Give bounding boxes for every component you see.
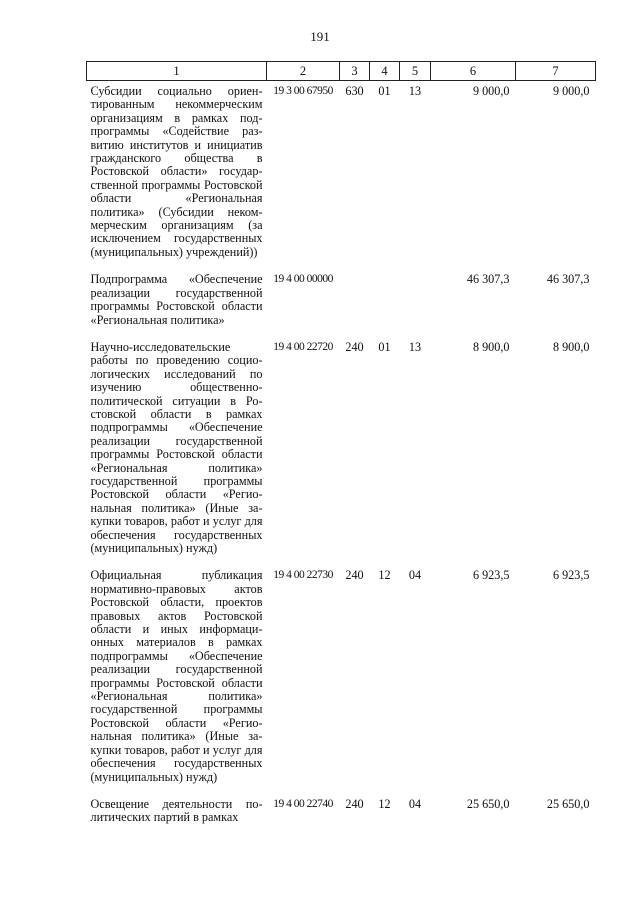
- column-header-3: 3: [340, 62, 370, 81]
- table-row: [87, 81, 596, 270]
- row-section: [370, 269, 400, 337]
- row-expense-type: 240: [345, 568, 364, 583]
- row-target-code: 19 3 00 67950: [273, 85, 333, 97]
- header-row: [87, 62, 596, 81]
- page-number: 191: [310, 29, 330, 44]
- row-section: 01: [378, 339, 391, 354]
- row-target-code: 19 4 00 22730: [273, 569, 333, 582]
- row-subsection: 13: [408, 339, 422, 354]
- table-body: [87, 81, 596, 835]
- row-section: 12: [378, 796, 391, 811]
- row-target-code: 19 4 00 00000: [273, 273, 333, 286]
- row-amount-1: 6 923,5: [472, 568, 510, 583]
- column-header-1: 1: [87, 62, 267, 81]
- column-header-4: 4: [370, 62, 400, 81]
- row-description: Субсидии социально ориентированным некоммерческим организациям в рамках подпрограммы «Содействие развитию институтов и инициатив гражданского общества в Ростовской области» государственной программы Ростовской области «Региональная политика» (Субсидии некоммерческим организациям (за исключением государственных (муниципальных) учреждений)): [90, 84, 263, 259]
- row-amount-2: 9 000,0: [552, 84, 590, 98]
- table-row: [87, 337, 596, 566]
- row-subsection: [400, 269, 431, 337]
- row-amount-2: 6 923,5: [552, 568, 590, 583]
- column-header-6: 6: [431, 62, 516, 81]
- column-header-5: 5: [400, 62, 431, 81]
- row-expense-type: 630: [345, 84, 364, 98]
- row-description: Подпрограмма «Обеспечение реализации государственной программы Ростовской области «Региональная политика»: [90, 272, 263, 327]
- row-expense-type: [340, 269, 370, 337]
- row-description: Официальная публикация нормативно-правовых актов Ростовской области, проектов правовых актов Ростовской области и иных информационных материалов в рамках подпрограммы «Обеспечение реализации государственной программы Ростовской области «Региональная политика» государственной программы Ростовской области «Региональная политика» (Иные закупки товаров, работ и услуг для обеспечения государственных (муниципальных) нужд): [90, 568, 263, 784]
- row-amount-1: 9 000,0: [472, 84, 510, 98]
- row-amount-1: 8 900,0: [472, 339, 510, 354]
- column-header-7: 7: [516, 62, 596, 81]
- budget-table: [86, 61, 596, 835]
- row-subsection: 04: [408, 568, 422, 583]
- row-amount-2: 25 650,0: [546, 796, 590, 811]
- row-target-code: 19 4 00 22740: [273, 797, 333, 810]
- row-section: 01: [378, 84, 391, 98]
- table-header: [87, 62, 596, 81]
- row-subsection: 13: [408, 84, 422, 98]
- row-expense-type: 240: [345, 796, 364, 811]
- row-amount-1: 46 307,3: [466, 272, 510, 287]
- table-row: [87, 565, 596, 794]
- table-row: [87, 269, 596, 337]
- column-header-2: 2: [267, 62, 340, 81]
- table-row: [87, 794, 596, 835]
- row-target-code: 19 4 00 22720: [273, 340, 333, 353]
- row-description: Освещение деятельности политических партий в рамках: [90, 796, 263, 825]
- row-description: Научно-исследовательские работы по проведению социологических исследований по изучению общественно-политической ситуации в Ростовской области в рамках подпрограммы «Обеспечение реализации государственной программы Ростовской области «Региональная политика» государственной программы Ростовской области «Региональная политика» (Иные закупки товаров, работ и услуг для обеспечения государственных (муниципальных) нужд): [90, 339, 263, 555]
- row-amount-2: 8 900,0: [552, 339, 590, 354]
- row-amount-1: 25 650,0: [466, 796, 510, 811]
- row-expense-type: 240: [345, 339, 364, 354]
- row-section: 12: [378, 568, 391, 583]
- row-amount-2: 46 307,3: [546, 272, 590, 287]
- row-subsection: 04: [408, 796, 422, 811]
